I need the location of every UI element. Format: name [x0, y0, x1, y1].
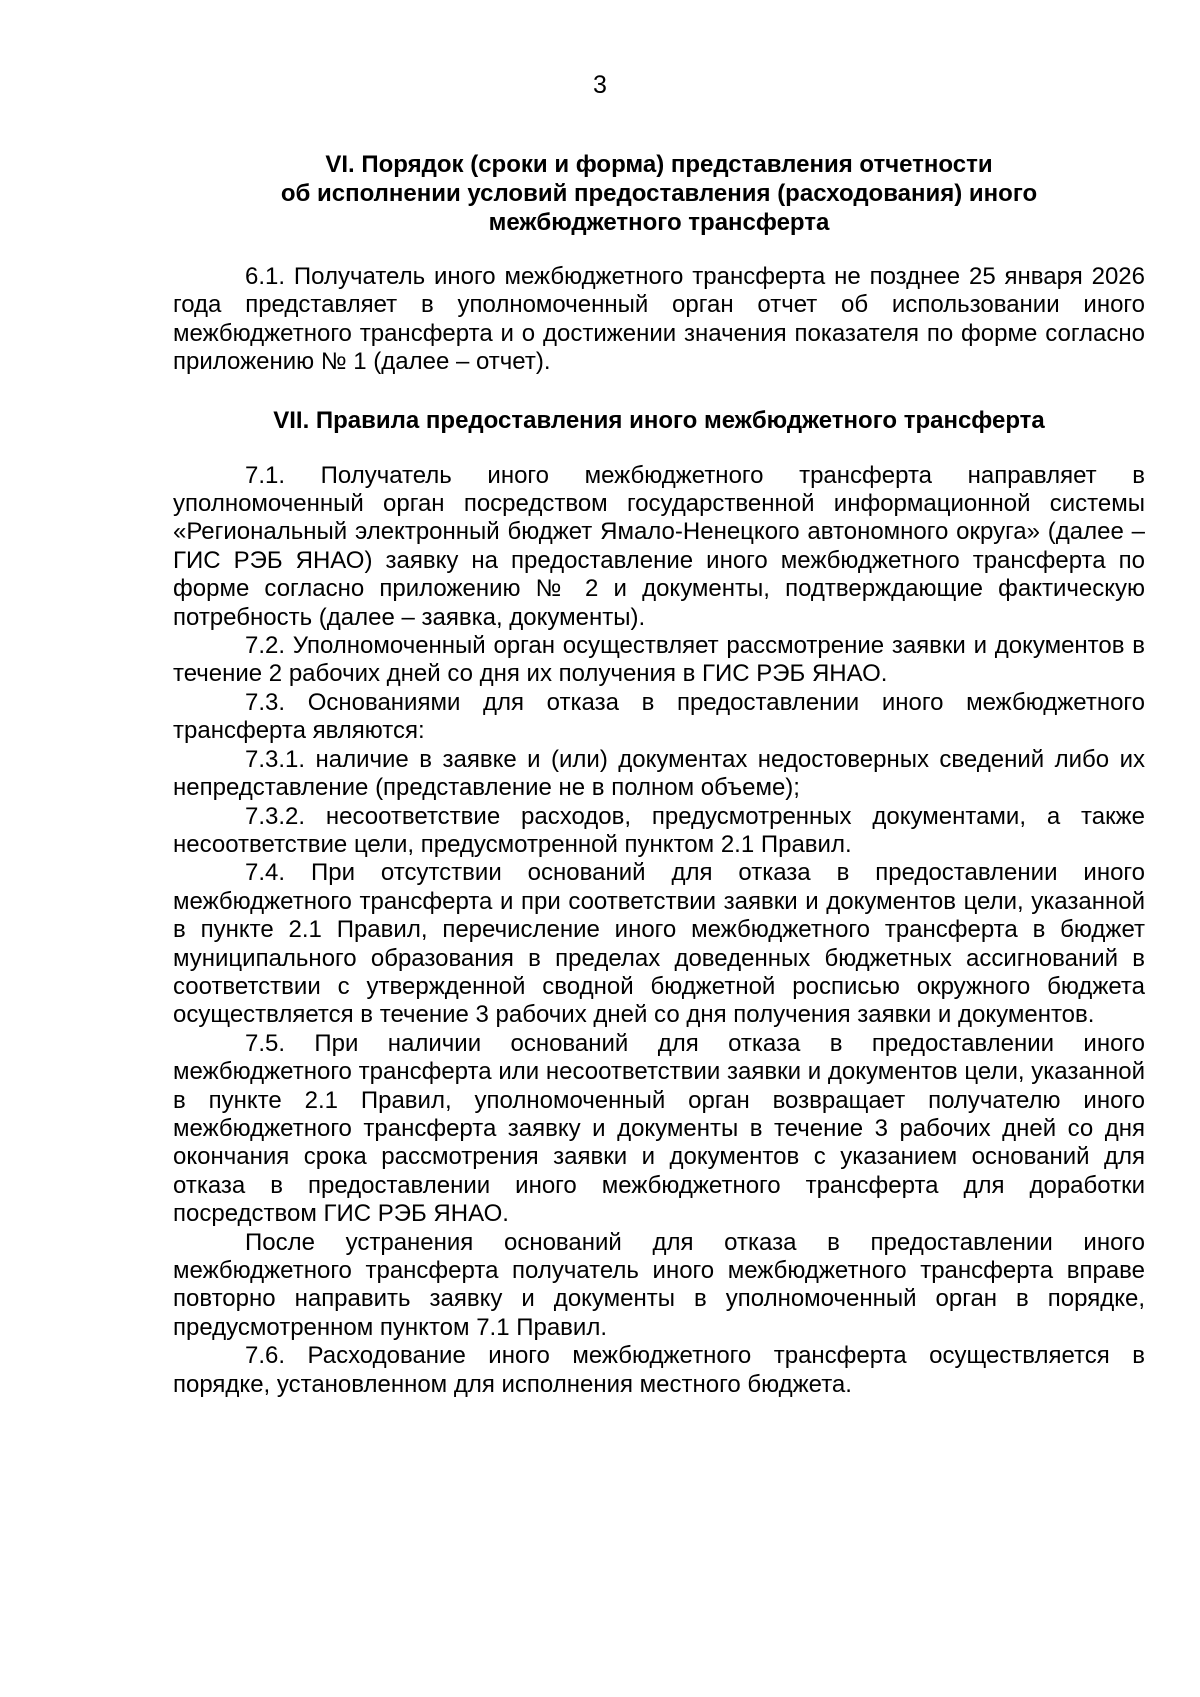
section-6-heading-line: VI. Порядок (сроки и форма) представления отчетности [325, 151, 993, 178]
paragraph-7-3-1: 7.3.1. наличие в заявке и (или) документах недостоверных сведений либо их непредставление (представление не в полном объеме); [173, 745, 1145, 802]
section-6-heading [173, 150, 1145, 237]
paragraph-7-1: 7.1. Получатель иного межбюджетного трансферта направляет в уполномоченный орган посредством государственной информационной системы «Региональный электронный бюджет Ямало-Ненецкого автономного округа» (далее – ГИС РЭБ ЯНАО) заявку на предоставление иного межбюджетного трансферта по форме согласно приложению № 2 и документы, подтверждающие фактическую потребность (далее – заявка, документы). [173, 461, 1145, 631]
paragraph-7-5-continuation: После устранения оснований для отказа в предоставлении иного межбюджетного трансферта получатель иного межбюджетного трансферта вправе повторно направить заявку и документы в уполномоченный орган в порядке, предусмотренном пунктом 7.1 Правил. [173, 1228, 1145, 1341]
page-number: 3 [593, 71, 607, 99]
section-6-heading-line: об исполнении условий предоставления (расходования) иного [280, 180, 1038, 207]
paragraph-7-5: 7.5. При наличии оснований для отказа в предоставлении иного межбюджетного трансферта или несоответствии заявки и документов цели, указанной в пункте 2.1 Правил, уполномоченный орган возвращает получателю иного межбюджетного трансферта заявку и документы в течение 3 рабочих дней со дня окончания срока рассмотрения заявки и документов с указанием оснований для отказа в предоставлении иного межбюджетного трансферта для доработки посредством ГИС РЭБ ЯНАО. [173, 1029, 1145, 1228]
paragraph-7-3-2: 7.3.2. несоответствие расходов, предусмотренных документами, а также несоответствие цели, предусмотренной пунктом 2.1 Правил. [173, 802, 1145, 858]
document-body [173, 150, 1145, 1399]
paragraph-7-3: 7.3. Основаниями для отказа в предоставлении иного межбюджетного трансферта являются: [173, 688, 1145, 745]
paragraph-6-1: 6.1. Получатель иного межбюджетного трансферта не позднее 25 января 2026 года представляет в уполномоченный орган отчет об использовании иного межбюджетного трансферта и о достижении значения показателя по форме согласно приложению № 1 (далее – отчет). [173, 263, 1145, 376]
section-7-heading: VII. Правила предоставления иного межбюджетного трансферта [273, 406, 1045, 434]
paragraph-7-4: 7.4. При отсутствии оснований для отказа в предоставлении иного межбюджетного трансферта и при соответствии заявки и документов цели, указанной в пункте 2.1 Правил, перечисление иного межбюджетного трансферта в бюджет муниципального образования в пределах доведенных бюджетных ассигнований в соответствии с утвержденной сводной бюджетной росписью окружного бюджета осуществляется в течение 3 рабочих дней со дня получения заявки и документов. [173, 859, 1145, 1029]
section-6-heading-line: межбюджетного трансферта [488, 209, 830, 236]
paragraph-7-6: 7.6. Расходование иного межбюджетного трансферта осуществляется в порядке, установленном для исполнения местного бюджета. [173, 1342, 1145, 1398]
paragraph-7-2: 7.2. Уполномоченный орган осуществляет рассмотрение заявки и документов в течение 2 рабочих дней со дня их получения в ГИС РЭБ ЯНАО. [173, 632, 1145, 688]
